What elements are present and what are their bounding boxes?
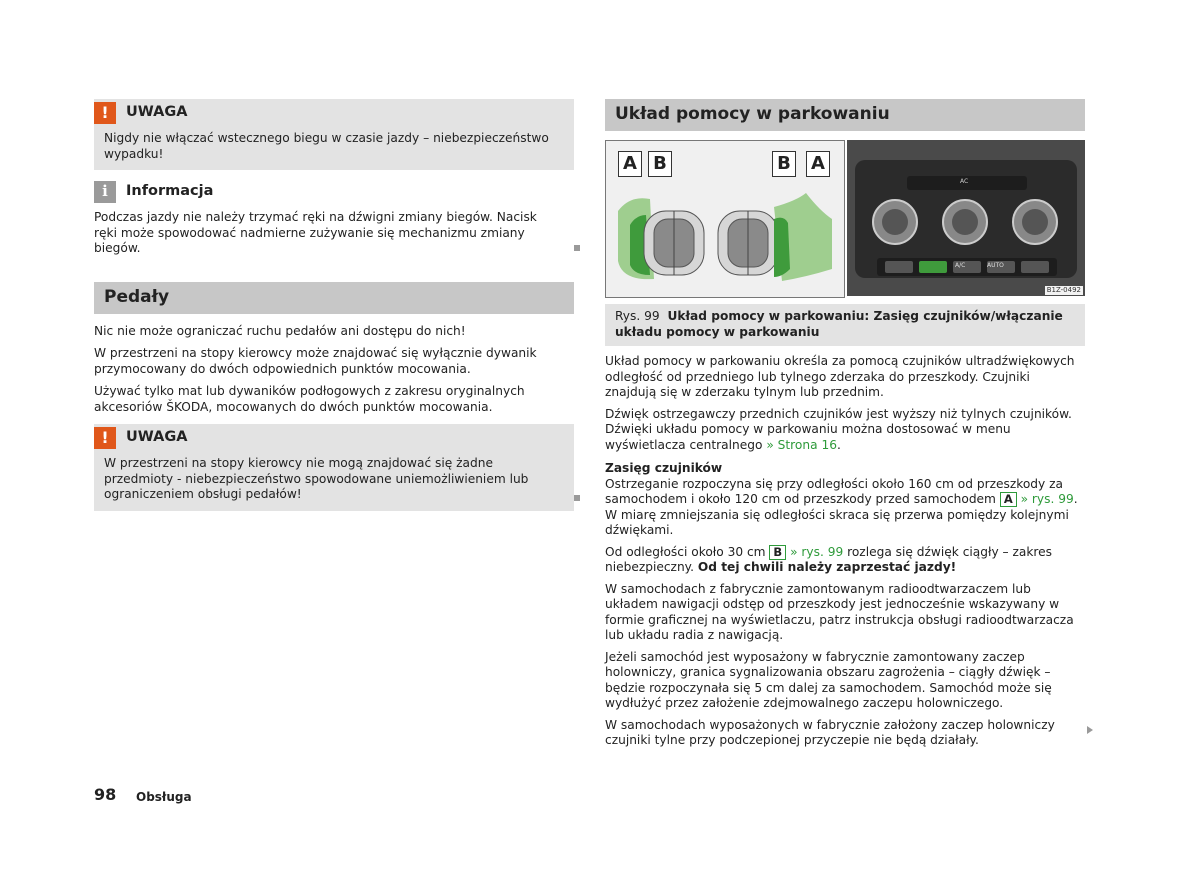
- warning-text: Nigdy nie włączać wstecznego biegu w czasie jazdy – niebezpieczeństwo wypadku!: [104, 131, 549, 161]
- figure-99-link[interactable]: » rys. 99: [1020, 492, 1074, 506]
- warning-icon: !: [94, 102, 116, 124]
- ac-mode-label: A/C: [955, 262, 966, 269]
- warning-header: [94, 101, 564, 125]
- range-heading: Zasięg czujników: [605, 461, 723, 475]
- continue-arrow-icon: [1087, 726, 1093, 734]
- left-column: [94, 99, 574, 511]
- warning-box-reverse: [94, 99, 574, 170]
- warning-title: UWAGA: [126, 429, 188, 446]
- page-16-link[interactable]: » Strona 16: [766, 437, 837, 452]
- pedals-paragraph-2: W przestrzeni na stopy kierowcy może znajdować się wyłącznie dywanik przymocowany do dwóch odpowiednich punktów mocowania.: [94, 346, 537, 376]
- warning-icon: !: [94, 427, 116, 449]
- figure-99-link[interactable]: » rys. 99: [790, 544, 844, 559]
- info-box: [94, 180, 574, 257]
- zone-label-b-front: B: [648, 151, 672, 177]
- pedals-paragraph-3: Używać tylko mat lub dywaników podłogowych z zakresu oryginalnych akcesoriów ŠKODA, mocowanych do dwóch punktów mocowania.: [94, 384, 525, 414]
- parking-paragraph-5: W samochodach z fabrycznie zamontowanym radioodtwarzaczem lub układem nawigacji odstęp od przeszkody jest jednocześnie wskazywany w formie graficznej na wyświetlaczu, patrz instrukcja obsługi radioodtwarzacza lub układu radia z nawigacją.: [605, 581, 1074, 642]
- pedals-paragraph-1: Nic nie może ograniczać ruchu pedałów ani dostępu do nich!: [94, 323, 466, 338]
- warning-header: [94, 426, 552, 450]
- parking-paragraph-6: Jeżeli samochód jest wyposażony w fabrycznie zamontowany zaczep holowniczy, granica sygnalizowania obszaru zagrożenia – ciągły dźwięk – będzie rozpoczynała się 5 cm dalej za samochodem. Samochód może się wydłużyć przez założenie zdejmowalnego zaczepu holowniczego.: [605, 649, 1052, 710]
- warning-text: W przestrzeni na stopy kierowcy nie mogą znajdować się żadne przedmioty - niebezpieczeństwo spowodowane uniemożliwieniem lub ograniczeniem obsługi pedałów!: [104, 456, 529, 501]
- auto-label: AUTO: [987, 262, 1004, 269]
- info-icon: i: [94, 181, 116, 203]
- figure-title: Układ pomocy w parkowaniu: Zasięg czujników/włączanie układu pomocy w parkowaniu: [615, 309, 1063, 339]
- figure-99: [605, 140, 1085, 298]
- warning-box-pedals: [94, 424, 574, 511]
- climate-panel-photo: [847, 140, 1085, 296]
- info-text: Podczas jazdy nie należy trzymać ręki na dźwigni zmiany biegów. Nacisk ręki może spowodować nadmierne zużywanie się mechanizmu zmiany biegów.: [94, 210, 537, 255]
- parking-paragraph-2: Dźwięk ostrzegawczy przednich czujników jest wyższy niż tylnych czujników. Dźwięki układu pomocy w parkowaniu można dostosować w menu wyświetlacza centralnego » Strona 16.: [605, 406, 1072, 452]
- section-end-marker: [574, 245, 580, 251]
- info-header: [94, 180, 574, 204]
- climate-control-illustration: [847, 140, 1085, 296]
- page-number: 98: [94, 785, 117, 804]
- zone-label-b-rear: B: [772, 151, 796, 177]
- stop-driving-warning: Od tej chwili należy zaprzestać jazdy!: [697, 560, 957, 574]
- section-title-pedals: Pedały: [94, 282, 574, 314]
- section-end-marker: [574, 495, 580, 501]
- info-title: Informacja: [126, 183, 214, 200]
- figure-code: B1Z-0492: [1046, 286, 1081, 294]
- right-column: [605, 99, 1085, 749]
- zone-label-a-rear: A: [806, 151, 830, 177]
- figure-caption: [605, 304, 1085, 346]
- parking-paragraph-1: Układ pomocy w parkowaniu określa za pomocą czujników ultradźwiękowych odległość od przedniego lub tylnego zderzaka do przeszkody. Czujniki znajdują się w zderzaku tylnym lub przednim.: [605, 354, 1075, 399]
- sensor-range-diagram: [605, 140, 845, 298]
- warning-title: UWAGA: [126, 104, 188, 121]
- zone-label-a-front: A: [618, 151, 642, 177]
- parking-paragraph-7: W samochodach wyposażonych w fabrycznie założony zaczep holowniczy czujniki tylne przy podczepionej przyczepie nie będą działały.: [605, 717, 1055, 747]
- zone-b-reference: B: [769, 545, 786, 560]
- page-section-name: Obsługa: [136, 790, 192, 804]
- ac-button-label: AC: [960, 178, 969, 185]
- parking-paragraph-4: Od odległości około 30 cm B » rys. 99 rozlega się dźwięk ciągły – zakres niebezpieczny. Od tej chwili należy zaprzestać jazdy!: [605, 544, 1053, 574]
- zone-a-reference: A: [1000, 492, 1017, 507]
- parking-paragraph-3: Ostrzeganie rozpoczyna się przy odległości około 160 cm od przeszkody za samochodem i około 120 cm od przeszkody przed samochodem A » rys. 99. W miarę zmniejszania się odległości skraca się przerwa pomiędzy kolejnymi dźwiękami.: [605, 476, 1078, 537]
- section-title-parking-aid: Układ pomocy w parkowaniu: [605, 99, 1085, 131]
- figure-number: Rys. 99: [615, 309, 660, 323]
